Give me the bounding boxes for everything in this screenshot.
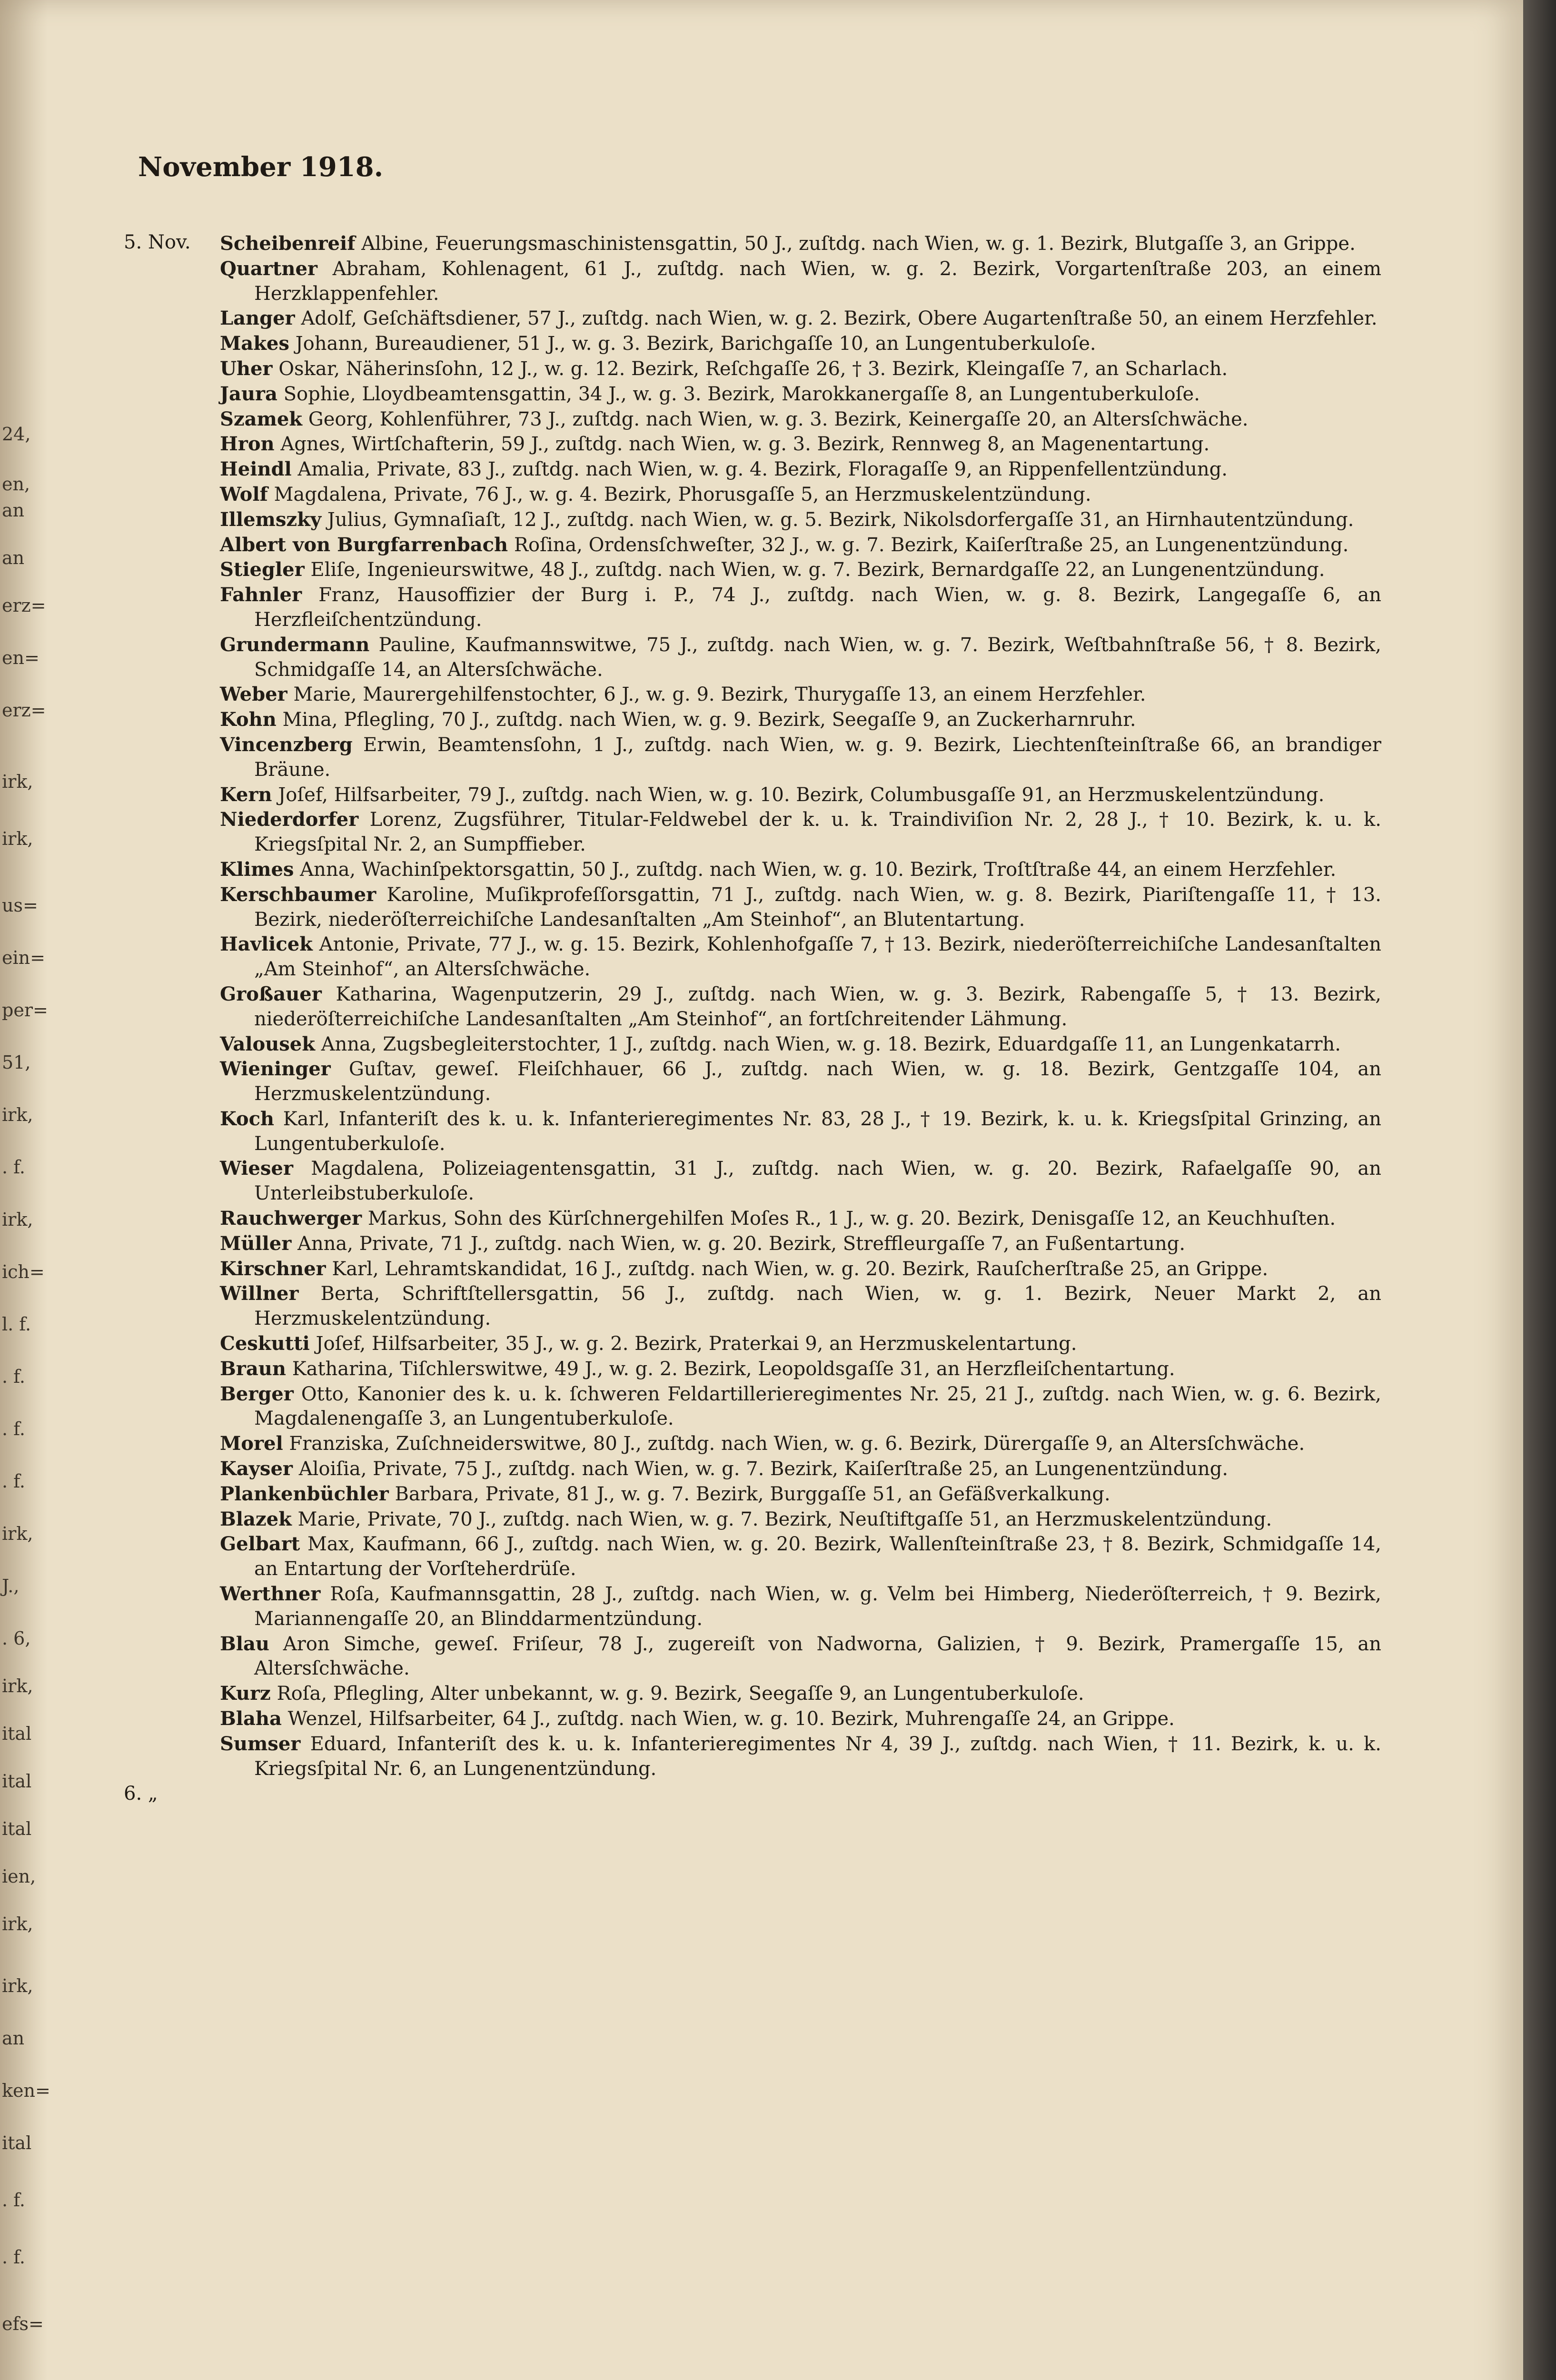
register-entry (220, 1382, 1381, 1432)
register-entry (220, 507, 1381, 533)
entry-surname: Plankenbüchler (220, 1482, 389, 1505)
bleed-fragment: irk, (2, 1914, 33, 1934)
register-entries (220, 231, 1381, 1781)
bleed-fragment: irk, (2, 1975, 33, 1996)
register-entry (220, 1532, 1381, 1582)
entry-surname: Langer (220, 307, 295, 330)
entry-surname: Quartner (220, 257, 317, 280)
entry-surname: Koch (220, 1107, 275, 1130)
entry-surname: Kohn (220, 708, 277, 731)
entry-details: Eliſe, Ingenieurswitwe, 48 J., zuſtdg. nach Wien, w. g. 7. Bezirk, Bernardgaſſe 22, an Lungenentzündung. (310, 559, 1325, 581)
entry-details: Franz, Hausoffizier der Burg i. P., 74 J., zuſtdg. nach Wien, w. g. 8. Bezirk, Langegaſſe 6, an Herzfleiſchentzündung. (254, 584, 1381, 631)
bleed-fragment: ien, (2, 1866, 36, 1887)
register-entry (220, 682, 1381, 707)
register-entry (220, 733, 1381, 783)
bleed-fragment: ital (2, 2132, 32, 2153)
entry-surname: Havlicek (220, 933, 313, 956)
entry-details: Pauline, Kaufmannswitwe, 75 J., zuſtdg. nach Wien, w. g. 7. Bezirk, Weſtbahnſtraße 56, † 8. Bezirk, Schmidgaſſe 14, an Altersſchwäche. (254, 634, 1382, 681)
register-entry (220, 1107, 1381, 1157)
bleed-fragment: irk, (2, 1676, 33, 1696)
entry-details: Agnes, Wirtſchafterin, 59 J., zuſtdg. nach Wien, w. g. 3. Bezirk, Rennweg 8, an Magenentartung. (280, 433, 1210, 456)
bleed-fragment: . f. (2, 2247, 25, 2268)
entry-details: Guſtav, geweſ. Fleiſchhauer, 66 J., zuſtdg. nach Wien, w. g. 18. Bezirk, Gentzgaſſe 104, an Herzmuskelentzündung. (254, 1058, 1381, 1105)
entry-surname: Kurz (220, 1682, 271, 1705)
register-entry (220, 357, 1381, 382)
entry-details: Barbara, Private, 81 J., w. g. 7. Bezirk, Burggaſſe 51, an Gefäßverkalkung. (395, 1483, 1110, 1505)
register-entry (220, 382, 1381, 407)
entry-details: Marie, Private, 70 J., zuſtdg. nach Wien, w. g. 7. Bezirk, Neuſtiftgaſſe 51, an Herzmuskelentzündung. (297, 1508, 1272, 1530)
bleed-fragment: 24, (2, 424, 31, 445)
entry-details: Wenzel, Hilfsarbeiter, 64 J., zuſtdg. nach Wien, w. g. 10. Bezirk, Muhrengaſſe 24, an Grippe. (287, 1708, 1175, 1730)
entry-surname: Blau (220, 1632, 270, 1655)
register-entry (220, 432, 1381, 457)
entry-details: Aron Simche, geweſ. Friſeur, 78 J., zugereiſt von Nadworna, Galizien, † 9. Bezirk, Pramergaſſe 15, an Altersſchwäche. (254, 1633, 1381, 1680)
bleed-fragment: irk, (2, 1104, 33, 1125)
bleed-fragment: . f. (2, 1471, 25, 1492)
register-entry (220, 1357, 1381, 1382)
register-entry (220, 583, 1381, 633)
bleed-fragment: ein= (2, 947, 45, 968)
entry-surname: Wolf (220, 483, 268, 506)
bleed-fragment: an (2, 500, 25, 521)
entry-surname: Blazek (220, 1507, 292, 1530)
entry-surname: Sumser (220, 1732, 301, 1755)
entry-surname: Stiegler (220, 558, 305, 581)
register-entry (220, 1032, 1381, 1057)
register-entry (220, 1331, 1381, 1357)
facing-page-bleed (0, 0, 48, 2380)
entry-details: Julius, Gymnaſiaſt, 12 J., zuſtdg. nach Wien, w. g. 5. Bezirk, Nikolsdorfergaſſe 31, an Hirnhautentzündung. (327, 508, 1354, 531)
bleed-fragment: irk, (2, 771, 33, 792)
entry-surname: Niederdorfer (220, 808, 359, 831)
register-entry (220, 783, 1381, 808)
register-entry (220, 1257, 1381, 1282)
bleed-fragment: . f. (2, 1418, 25, 1439)
bleed-fragment: irk, (2, 828, 33, 849)
bleed-fragment: efs= (2, 2313, 44, 2334)
entry-details: Franziska, Zuſchneiderswitwe, 80 J., zuſtdg. nach Wien, w. g. 6. Bezirk, Dürergaſſe 9, an Altersſchwäche. (289, 1433, 1305, 1455)
entry-surname: Albert von Burgfarrenbach (220, 533, 508, 556)
register-entry (220, 407, 1381, 432)
bleed-fragment: ital (2, 1723, 32, 1744)
entry-details: Katharina, Wagenputzerin, 29 J., zuſtdg. nach Wien, w. g. 3. Bezirk, Rabengaſſe 5, † 13. Bezirk, niederöſterreichiſche Landesanſtalten „Am Steinhof“, an fortſchreitender Lähmung. (254, 983, 1382, 1030)
register-entry (220, 1281, 1381, 1331)
bleed-fragment: . f. (2, 1366, 25, 1387)
bleed-fragment: 51, (2, 1052, 31, 1073)
register-entry (220, 557, 1381, 583)
entry-surname: Vincenzberg (220, 733, 353, 756)
entry-details: Anna, Private, 71 J., zuſtdg. nach Wien, w. g. 20. Bezirk, Streffleurgaſſe 7, an Fußentartung. (297, 1232, 1186, 1255)
register-entry (220, 1156, 1381, 1206)
register-entry (220, 982, 1381, 1032)
entry-details: Anna, Wachinſpektorsgattin, 50 J., zuſtdg. nach Wien, w. g. 10. Bezirk, Troſtſtraße 44, an einem Herzfehler. (300, 858, 1337, 881)
entry-surname: Kern (220, 783, 272, 806)
entry-surname: Braun (220, 1357, 286, 1380)
page-header: November 1918. (138, 151, 384, 183)
bleed-fragment: ken= (2, 2080, 50, 2101)
entry-details: Magdalena, Private, 76 J., w. g. 4. Bezirk, Phorusgaſſe 5, an Herzmuskelentzündung. (274, 483, 1091, 506)
entry-surname: Fahnler (220, 584, 302, 606)
bleed-fragment: us= (2, 895, 38, 916)
entry-details: Magdalena, Polizeiagentensgattin, 31 J., zuſtdg. nach Wien, w. g. 20. Bezirk, Rafaelgaſſe 90, an Unterleibstuberkuloſe. (254, 1158, 1382, 1205)
bleed-fragment: erz= (2, 595, 46, 616)
register-entry (220, 331, 1381, 357)
entry-details: Marie, Maurergehilfenstochter, 6 J., w. g. 9. Bezirk, Thurygaſſe 13, an einem Herzfehler. (293, 684, 1146, 706)
register-entry (220, 1457, 1381, 1482)
entry-details: Sophie, Lloydbeamtensgattin, 34 J., w. g. 3. Bezirk, Marokkanergaſſe 8, an Lungentuberkuloſe. (283, 383, 1200, 405)
entry-details: Joſef, Hilfsarbeiter, 79 J., zuſtdg. nach Wien, w. g. 10. Bezirk, Columbusgaſſe 91, an Herzmuskelentzündung. (278, 783, 1325, 806)
entry-surname: Wieninger (220, 1058, 331, 1081)
entry-details: Roſa, Pflegling, Alter unbekannt, w. g. 9. Bezirk, Seegaſſe 9, an Lungentuberkuloſe. (277, 1683, 1084, 1705)
register-entry (220, 1206, 1381, 1231)
entry-details: Mina, Pflegling, 70 J., zuſtdg. nach Wien, w. g. 9. Bezirk, Seegaſſe 9, an Zuckerharnruhr. (282, 709, 1136, 731)
entry-details: Erwin, Beamtensſohn, 1 J., zuſtdg. nach Wien, w. g. 9. Bezirk, Liechtenſteinſtraße 66, an brandiger Bräune. (254, 734, 1381, 781)
entry-details: Amalia, Private, 83 J., zuſtdg. nach Wien, w. g. 4. Bezirk, Floragaſſe 9, an Rippenfellentzündung. (297, 458, 1228, 481)
entry-surname: Makes (220, 332, 289, 355)
entry-surname: Berger (220, 1382, 294, 1405)
bleed-fragment: ich= (2, 1261, 45, 1282)
register-entry (220, 1231, 1381, 1257)
bleed-fragment: en, (2, 474, 30, 495)
register-entry (220, 932, 1381, 982)
register-entry (220, 1431, 1381, 1457)
entry-details: Georg, Kohlenführer, 73 J., zuſtdg. nach Wien, w. g. 3. Bezirk, Keinergaſſe 20, an Altersſchwäche. (308, 408, 1249, 430)
entry-details: Berta, Schriftſtellersgattin, 56 J., zuſtdg. nach Wien, w. g. 1. Bezirk, Neuer Markt 2, an Herzmuskelentzündung. (254, 1283, 1382, 1330)
entry-details: Max, Kaufmann, 66 J., zuſtdg. nach Wien, w. g. 20. Bezirk, Wallenſteinſtraße 23, † 8. Bezirk, Schmidgaſſe 14, an Entartung der Vorſteherdrüſe. (254, 1533, 1382, 1580)
register-entry (220, 707, 1381, 733)
bleed-fragment: erz= (2, 700, 46, 721)
entry-surname: Heindl (220, 458, 292, 481)
register-entry (220, 306, 1381, 331)
entry-details: Karl, Infanteriſt des k. u. k. Infanterieregimentes Nr. 83, 28 J., † 19. Bezirk, k. u. k. Kriegsſpital Grinzing, an Lungentuberkuloſe. (254, 1108, 1381, 1155)
entry-details: Karoline, Muſikprofeſſorsgattin, 71 J., zuſtdg. nach Wien, w. g. 8. Bezirk, Piariſtengaſſe 11, † 13. Bezirk, niederöſterreichiſche Landesanſtalten „Am Steinhof“, an Blutentartung. (254, 883, 1381, 931)
bleed-fragment: an (2, 2028, 25, 2049)
register-entry (220, 1632, 1381, 1682)
register-entry (220, 533, 1381, 558)
register-entry (220, 633, 1381, 683)
bleed-fragment: an (2, 547, 25, 568)
entry-surname: Gelbart (220, 1533, 300, 1556)
entry-surname: Kayser (220, 1458, 293, 1480)
bleed-fragment: l. f. (2, 1314, 31, 1335)
register-entry (220, 1507, 1381, 1532)
entry-details: Albine, Feuerungsmaschinistensgattin, 50 J., zuſtdg. nach Wien, w. g. 1. Bezirk, Blutgaſſe 3, an Grippe. (361, 233, 1356, 255)
bleed-fragment: J., (2, 1576, 20, 1597)
entry-details: Adolf, Geſchäftsdiener, 57 J., zuſtdg. nach Wien, w. g. 2. Bezirk, Obere Augartenſtraße 50, an einem Herzfehler. (301, 307, 1378, 330)
register-entry (220, 457, 1381, 482)
entry-details: Abraham, Kohlenagent, 61 J., zuſtdg. nach Wien, w. g. 2. Bezirk, Vorgartenſtraße 203, an einem Herzklappenfehler. (254, 258, 1381, 305)
entry-details: Eduard, Infanteriſt des k. u. k. Infanterieregimentes Nr 4, 39 J., zuſtdg. nach Wien, † 11. Bezirk, k. u. k. Kriegsſpital Nr. 6, an Lungenentzündung. (254, 1733, 1382, 1780)
entry-surname: Blaha (220, 1707, 282, 1730)
bleed-fragment: ital (2, 1818, 32, 1839)
day-label: 6. „ (124, 1783, 158, 1805)
entry-details: Lorenz, Zugsführer, Titular-Feldwebel der k. u. k. Traindiviſion Nr. 2, 28 J., † 10. Bezirk, k. u. k. Kriegsſpital Nr. 2, an Sumpffieber. (254, 809, 1381, 856)
bleed-fragment: . 6, (2, 1628, 31, 1649)
entry-details: Johann, Bureaudiener, 51 J., w. g. 3. Bezirk, Barichgaſſe 10, an Lungentuberkuloſe. (295, 333, 1096, 355)
entry-surname: Kerschbaumer (220, 883, 377, 906)
bleed-fragment: irk, (2, 1523, 33, 1544)
register-entry (220, 231, 1381, 257)
register-entry (220, 1582, 1381, 1632)
entry-surname: Klimes (220, 858, 294, 881)
entry-details: Roſina, Ordensſchweſter, 32 J., w. g. 7. Bezirk, Kaiſerſtraße 25, an Lungenentzündung. (514, 534, 1349, 556)
register-entry (220, 1057, 1381, 1107)
entry-details: Markus, Sohn des Kürſchnergehilfen Moſes R., 1 J., w. g. 20. Bezirk, Denisgaſſe 12, an Keuchhuſten. (367, 1208, 1336, 1230)
entry-surname: Rauchwerger (220, 1207, 362, 1230)
entry-details: Anna, Zugsbegleiterstochter, 1 J., zuſtdg. nach Wien, w. g. 18. Bezirk, Eduardgaſſe 11, an Lungenkatarrh. (321, 1033, 1341, 1055)
entry-surname: Morel (220, 1432, 283, 1455)
register-entry (220, 857, 1381, 883)
entry-surname: Willner (220, 1282, 299, 1305)
entry-surname: Jaura (220, 382, 278, 405)
entry-surname: Grundermann (220, 633, 370, 656)
entry-details: Roſa, Kaufmannsgattin, 28 J., zuſtdg. nach Wien, w. g. Velm bei Himberg, Niederöſterreich, † 9. Bezirk, Mariannengaſſe 20, an Blinddarmentzündung. (254, 1583, 1382, 1630)
bleed-fragment: per= (2, 1000, 48, 1021)
entry-details: Katharina, Tiſchlerswitwe, 49 J., w. g. 2. Bezirk, Leopoldsgaſſe 31, an Herzfleiſchentartung. (292, 1358, 1175, 1380)
bleed-fragment: irk, (2, 1209, 33, 1230)
scanner-background (1523, 0, 1556, 2380)
register-entry (220, 257, 1381, 307)
entry-surname: Illemszky (220, 508, 322, 531)
entry-surname: Weber (220, 683, 287, 706)
register-entry (220, 1681, 1381, 1706)
entry-surname: Großauer (220, 982, 322, 1005)
entry-surname: Ceskutti (220, 1332, 310, 1355)
entry-details: Karl, Lehramtskandidat, 16 J., zuſtdg. nach Wien, w. g. 20. Bezirk, Rauſcherſtraße 25, an Grippe. (332, 1258, 1269, 1280)
entry-surname: Szamek (220, 407, 303, 430)
bleed-fragment: ital (2, 1771, 32, 1792)
register-entry (220, 1732, 1381, 1782)
entry-surname: Scheibenreif (220, 232, 356, 255)
entry-surname: Uher (220, 357, 273, 380)
entry-surname: Wieser (220, 1157, 293, 1180)
entry-surname: Kirschner (220, 1257, 326, 1280)
register-entry (220, 1706, 1381, 1732)
entry-surname: Hron (220, 433, 275, 456)
register-entry (220, 482, 1381, 507)
entry-details: Otto, Kanonier des k. u. k. ſchweren Feldartillerieregimentes Nr. 25, 21 J., zuſtdg. nach Wien, w. g. 6. Bezirk, Magdalenengaſſe 3, an Lungentuberkuloſe. (254, 1383, 1382, 1430)
register-entry (220, 1482, 1381, 1507)
register-entry (220, 807, 1381, 857)
entry-surname: Müller (220, 1232, 292, 1255)
entry-details: Joſef, Hilfsarbeiter, 35 J., w. g. 2. Bezirk, Praterkai 9, an Herzmuskelentartung. (316, 1333, 1077, 1355)
entry-details: Antonie, Private, 77 J., w. g. 15. Bezirk, Kohlenhofgaſſe 7, † 13. Bezirk, niederöſterreichiſche Landesanſtalten „Am Steinhof“, an Altersſchwäche. (254, 933, 1381, 981)
register-entry (220, 883, 1381, 932)
entry-surname: Valousek (220, 1032, 315, 1055)
entry-details: Oskar, Näherinsſohn, 12 J., w. g. 12. Bezirk, Reſchgaſſe 26, † 3. Bezirk, Kleingaſſe 7, an Scharlach. (278, 357, 1228, 380)
bleed-fragment: . f. (2, 1157, 25, 1178)
bleed-fragment: en= (2, 647, 40, 668)
entry-surname: Werthner (220, 1583, 321, 1606)
bleed-fragment: . f. (2, 2190, 25, 2211)
entry-details: Aloiſia, Private, 75 J., zuſtdg. nach Wien, w. g. 7. Bezirk, Kaiſerſtraße 25, an Lungenentzündung. (298, 1458, 1229, 1480)
day-label: 5. Nov. (124, 231, 191, 253)
